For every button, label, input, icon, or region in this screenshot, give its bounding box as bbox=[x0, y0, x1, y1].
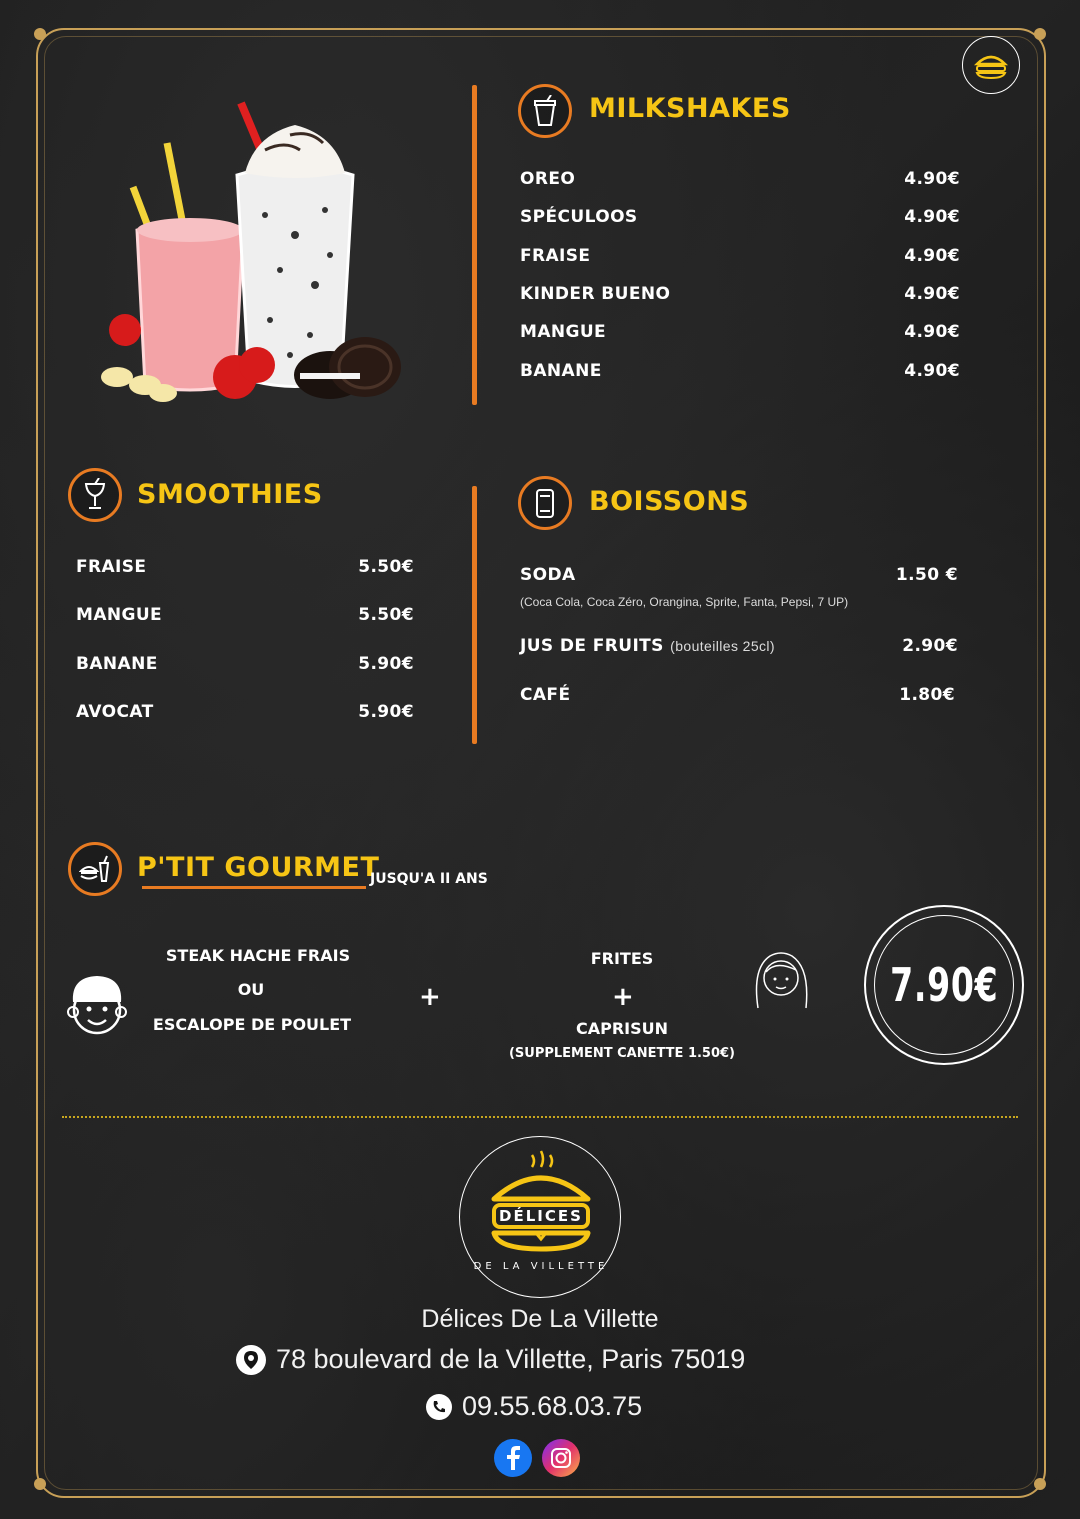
kids-side-drink: CAPRISUN bbox=[575, 1019, 669, 1038]
drink-name-with-note bbox=[520, 636, 775, 656]
drink-price: 2.90€ bbox=[902, 636, 958, 656]
menu-item-price: 4.90€ bbox=[904, 245, 960, 266]
corner-dot bbox=[34, 28, 46, 40]
soda-can-icon bbox=[518, 476, 572, 530]
divider-line bbox=[472, 486, 477, 744]
smoothie-glass-icon bbox=[68, 468, 122, 522]
divider-line bbox=[472, 85, 477, 405]
restaurant-logo bbox=[459, 1136, 621, 1298]
address-line bbox=[236, 1344, 745, 1375]
drink-price: 1.80€ bbox=[899, 685, 955, 705]
instagram-icon[interactable] bbox=[542, 1439, 580, 1477]
drink-name: SODA bbox=[520, 565, 576, 585]
phone-text[interactable]: 09.55.68.03.75 bbox=[462, 1391, 643, 1421]
menu-item-price: 4.90€ bbox=[904, 283, 960, 304]
menu-item-price: 5.50€ bbox=[358, 557, 414, 577]
drink-note: (Coca Cola, Coca Zéro, Orangina, Sprite, Fanta, Pepsi, 7 UP) bbox=[520, 595, 849, 609]
drink-price: 1.50 € bbox=[895, 565, 958, 585]
kids-side-fries: FRITES bbox=[590, 949, 654, 968]
menu-item-name: AVOCAT bbox=[76, 701, 154, 722]
address-text[interactable]: 78 boulevard de la Villette, Paris 75019 bbox=[276, 1344, 746, 1374]
menu-item-name: BANANE bbox=[76, 653, 158, 674]
location-pin-icon bbox=[236, 1345, 266, 1375]
kids-supplement-note: (SUPPLEMENT CANETTE 1.50€) bbox=[508, 1046, 736, 1061]
menu-item-name: SPÉCULOOS bbox=[520, 207, 638, 228]
smoothies-title: SMOOTHIES bbox=[137, 479, 323, 510]
phone-line bbox=[426, 1391, 642, 1422]
boy-face-icon bbox=[66, 972, 128, 1047]
menu-item-price: 4.90€ bbox=[904, 207, 960, 228]
menu-item-name: KINDER BUENO bbox=[520, 283, 671, 304]
kids-price-badge bbox=[864, 905, 1024, 1065]
kids-main-option-2: ESCALOPE DE POULET bbox=[152, 1015, 352, 1034]
menu-item-price: 5.90€ bbox=[358, 653, 414, 674]
kids-age-note: JUSQU'A II ANS bbox=[370, 871, 488, 887]
milkshakes-title: MILKSHAKES bbox=[589, 93, 791, 124]
menu-item-name: FRAISE bbox=[520, 245, 591, 266]
menu-item-price: 5.50€ bbox=[358, 605, 414, 626]
milkshake-smoothie-illustration bbox=[95, 95, 415, 410]
corner-dot bbox=[1034, 1478, 1046, 1490]
corner-dot bbox=[1034, 28, 1046, 40]
restaurant-name: Délices De La Villette bbox=[421, 1305, 659, 1333]
menu-item-name: OREO bbox=[520, 169, 576, 189]
drink-name: CAFÉ bbox=[520, 685, 571, 705]
facebook-icon[interactable] bbox=[494, 1439, 532, 1477]
logo-brand-text: DÉLICES bbox=[499, 1207, 583, 1225]
plus-sign: + bbox=[612, 982, 634, 1012]
drink-name: JUS DE FRUITS bbox=[520, 636, 664, 656]
logo-sub-text: DE LA VILLETTE bbox=[473, 1261, 609, 1272]
menu-item-name: FRAISE bbox=[76, 557, 147, 577]
menu-item-price: 4.90€ bbox=[904, 169, 960, 189]
plus-sign: + bbox=[419, 982, 441, 1012]
kids-main-or: OU bbox=[237, 980, 265, 999]
dotted-separator bbox=[62, 1116, 1018, 1118]
phone-icon bbox=[426, 1394, 452, 1420]
menu-item-price: 5.90€ bbox=[358, 701, 414, 722]
menu-item-price: 4.90€ bbox=[904, 322, 960, 343]
milkshake-cup-icon bbox=[518, 84, 572, 138]
girl-face-icon bbox=[750, 948, 812, 1021]
small-logo bbox=[962, 36, 1020, 94]
kids-main-option-1: STEAK HACHE FRAIS bbox=[165, 946, 351, 965]
menu-item-name: MANGUE bbox=[520, 322, 607, 343]
kids-title-underline bbox=[142, 886, 366, 889]
menu-item-price: 4.90€ bbox=[904, 360, 960, 381]
menu-item-name: MANGUE bbox=[76, 605, 163, 626]
drink-note: (bouteilles 25cl) bbox=[670, 638, 775, 654]
corner-dot bbox=[34, 1478, 46, 1490]
boissons-title: BOISSONS bbox=[589, 486, 750, 517]
menu-item-name: BANANE bbox=[520, 360, 602, 381]
kids-menu-title: P'TIT GOURMET bbox=[137, 852, 380, 883]
kids-price: 7.90€ bbox=[889, 958, 999, 1012]
kids-meal-icon bbox=[68, 842, 122, 896]
